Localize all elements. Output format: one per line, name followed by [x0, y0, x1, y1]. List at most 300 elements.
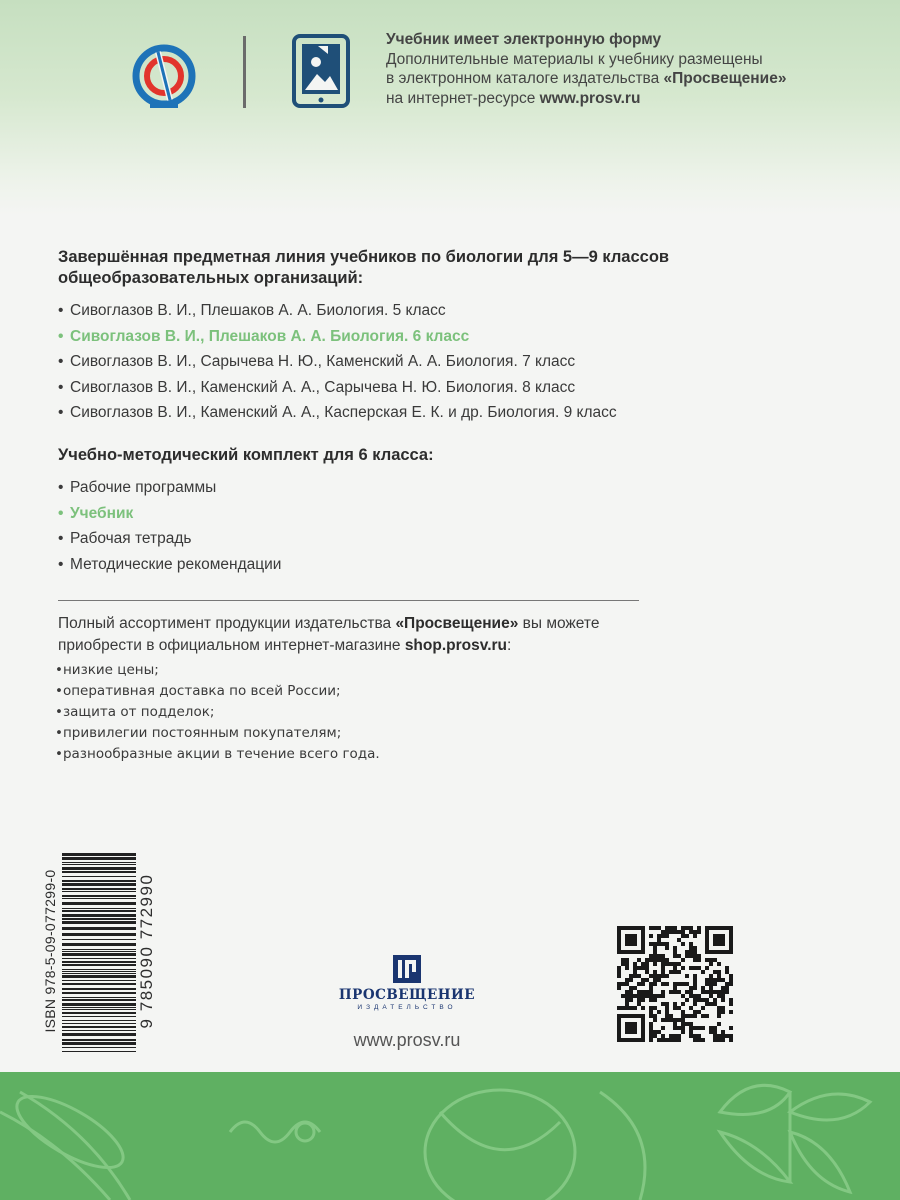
qr-module: [697, 994, 701, 998]
qr-module: [689, 942, 693, 946]
qr-module: [677, 1006, 681, 1010]
isbn-barcode: [40, 842, 160, 1060]
list-item: • Сивоглазов В. И., Каменский А. А., Касперская Е. К. и др. Биология. 9 класс: [58, 404, 617, 421]
barcode-bar: [62, 943, 136, 946]
qr-module: [705, 926, 709, 954]
qr-module: [633, 966, 637, 970]
qr-module: [681, 982, 685, 986]
qr-module: [689, 950, 693, 954]
qr-module: [669, 1018, 673, 1022]
qr-module: [669, 1038, 673, 1042]
qr-module: [701, 986, 705, 990]
qr-module: [617, 970, 621, 974]
qr-module: [689, 986, 693, 990]
qr-module: [685, 926, 689, 930]
qr-code-icon[interactable]: [617, 926, 733, 1042]
qr-module: [705, 990, 709, 994]
qr-module: [721, 994, 725, 998]
qr-module: [685, 982, 689, 986]
qr-module: [649, 998, 653, 1002]
qr-module: [709, 986, 713, 990]
qr-module: [661, 994, 665, 998]
qr-module: [717, 990, 721, 994]
qr-module: [673, 1034, 677, 1038]
qr-module: [713, 978, 717, 982]
qr-module: [717, 974, 721, 978]
qr-module: [673, 1026, 677, 1030]
qr-module: [653, 1006, 657, 1010]
qr-module: [673, 954, 677, 958]
qr-module: [689, 1014, 693, 1018]
qr-module: [669, 930, 673, 934]
barcode-bar: [62, 939, 136, 940]
qr-module: [705, 978, 709, 982]
qr-module: [617, 926, 621, 954]
qr-module: [705, 966, 709, 970]
shop-url-link[interactable]: shop.prosv.ru: [404, 637, 508, 654]
list-item: •разнообразные акции в течение всего года.: [55, 746, 380, 762]
barcode-bar: [62, 862, 136, 863]
qr-module: [665, 946, 669, 950]
barcode-bar: [62, 1026, 136, 1028]
qr-module: [653, 1014, 657, 1018]
qr-module: [649, 958, 653, 962]
qr-module: [709, 982, 713, 986]
qr-module: [637, 990, 641, 994]
qr-module: [693, 1002, 697, 1006]
qr-module: [709, 1030, 713, 1034]
qr-module: [633, 970, 637, 974]
qr-module: [621, 982, 625, 986]
barcode-bar: [62, 1051, 136, 1052]
qr-module: [649, 1010, 653, 1014]
qr-module: [701, 998, 705, 1002]
qr-module: [625, 966, 629, 970]
qr-module: [709, 974, 713, 978]
qr-module: [673, 966, 677, 970]
qr-module: [629, 974, 633, 978]
header-divider: [243, 36, 246, 108]
qr-module: [681, 958, 685, 962]
qr-module: [657, 926, 661, 930]
barcode-bar: [62, 914, 136, 917]
qr-module: [681, 926, 685, 930]
qr-module: [713, 934, 725, 946]
qr-module: [669, 962, 673, 966]
list-item: • Рабочая тетрадь: [58, 530, 192, 547]
qr-module: [661, 942, 665, 946]
qr-module: [649, 990, 653, 994]
qr-module: [721, 1010, 725, 1014]
subject-line-heading: Завершённая предметная линия учебников по биологии для 5—9 классов общеобразовательных организаций:: [58, 248, 670, 287]
qr-module: [677, 962, 681, 966]
qr-module: [725, 970, 729, 974]
qr-module: [689, 1006, 693, 1010]
qr-module: [705, 926, 733, 930]
qr-module: [629, 1006, 633, 1010]
qr-module: [721, 1030, 725, 1034]
qr-module: [641, 962, 645, 966]
qr-module: [701, 1014, 705, 1018]
qr-module: [697, 1026, 701, 1030]
barcode-bar: [62, 971, 136, 972]
barcode-bar: [62, 880, 136, 882]
bottom-decor-band: [0, 1072, 900, 1200]
barcode-bar: [62, 1023, 136, 1024]
qr-module: [617, 950, 645, 954]
qr-module: [633, 962, 637, 966]
qr-module: [697, 1038, 701, 1042]
qr-module: [709, 990, 713, 994]
qr-module: [621, 994, 625, 998]
qr-module: [685, 998, 689, 1002]
qr-module: [629, 998, 633, 1002]
prosv-url-link[interactable]: www.prosv.ru: [539, 89, 641, 107]
qr-module: [665, 934, 669, 938]
qr-module: [677, 1026, 681, 1030]
qr-module: [661, 1018, 665, 1022]
qr-module: [641, 994, 645, 998]
qr-module: [657, 938, 661, 942]
qr-module: [661, 1038, 665, 1042]
publisher-name: ПРОСВЕЩЕНИЕ: [338, 987, 476, 1003]
qr-module: [657, 994, 661, 998]
qr-module: [665, 1002, 669, 1006]
list-item: • Сивоглазов В. И., Сарычева Н. Ю., Каменский А. А. Биология. 7 класс: [58, 353, 576, 370]
qr-module: [677, 930, 681, 934]
qr-module: [713, 1030, 717, 1034]
qr-module: [709, 1002, 713, 1006]
publisher-url-link[interactable]: www.prosv.ru: [353, 1030, 461, 1050]
list-item-highlighted: • Учебник: [58, 504, 134, 522]
qr-module: [681, 1022, 685, 1026]
qr-module: [621, 1006, 625, 1010]
barcode-bar: [62, 891, 136, 892]
qr-module: [649, 926, 653, 930]
qr-module: [697, 1034, 701, 1038]
qr-module: [657, 958, 661, 962]
barcode-bar: [62, 910, 136, 912]
qr-module: [665, 1018, 669, 1022]
qr-module: [713, 958, 717, 962]
qr-module: [633, 986, 637, 990]
qr-module: [729, 1038, 733, 1042]
qr-module: [653, 974, 657, 978]
qr-module: [669, 1014, 673, 1018]
barcode-bar: [62, 927, 136, 930]
electronic-form-title: Учебник имеет электронную форму: [386, 31, 662, 48]
electronic-form-notice: [386, 30, 856, 108]
qr-module: [629, 978, 633, 982]
qr-module: [637, 1002, 641, 1006]
qr-module: [689, 930, 693, 934]
subject-line-list: [58, 298, 858, 426]
qr-module: [701, 970, 705, 974]
qr-module: [681, 942, 685, 946]
qr-module: [653, 994, 657, 998]
barcode-bar: [62, 1039, 136, 1041]
qr-module: [665, 1006, 669, 1010]
qr-module: [697, 954, 701, 958]
qr-module: [701, 990, 705, 994]
qr-module: [661, 1034, 665, 1038]
qr-module: [717, 978, 721, 982]
qr-module: [669, 970, 673, 974]
qr-module: [681, 1026, 685, 1030]
qr-module: [665, 974, 669, 978]
qr-module: [625, 998, 629, 1002]
qr-module: [653, 1018, 657, 1022]
qr-module: [665, 962, 669, 966]
qr-module: [689, 1030, 693, 1034]
barcode-bar: [62, 921, 136, 924]
qr-module: [625, 958, 629, 962]
qr-module: [625, 1002, 629, 1006]
qr-module: [709, 1026, 713, 1030]
qr-module: [665, 958, 669, 962]
electronic-form-line2: в электронном каталоге издательства «Просвещение»: [386, 70, 787, 87]
qr-module: [657, 974, 661, 978]
qr-module: [709, 978, 713, 982]
qr-module: [717, 1022, 721, 1026]
qr-module: [641, 926, 645, 954]
qr-module: [665, 942, 669, 946]
qr-module: [625, 962, 629, 966]
qr-module: [661, 934, 665, 938]
qr-module: [725, 986, 729, 990]
list-item: • Сивоглазов В. И., Плешаков А. А. Биология. 5 класс: [58, 302, 446, 319]
qr-module: [685, 1022, 689, 1026]
barcode-bar: [62, 853, 136, 856]
shop-line2: приобрести в официальном интернет-магазине shop.prosv.ru:: [58, 637, 512, 654]
qr-module: [709, 958, 713, 962]
qr-module: [649, 982, 653, 986]
qr-module: [617, 1006, 621, 1010]
qr-module: [693, 966, 697, 970]
qr-module: [661, 930, 665, 934]
qr-module: [617, 1014, 621, 1042]
barcode-bar: [62, 1030, 136, 1031]
qr-module: [673, 990, 677, 994]
isbn-text: ISBN 978-5-09-077299-0: [42, 869, 58, 1033]
qr-module: [673, 1018, 677, 1022]
qr-module: [653, 998, 657, 1002]
qr-module: [721, 998, 725, 1002]
qr-module: [689, 1026, 693, 1030]
qr-module: [681, 934, 685, 938]
qr-module: [693, 950, 697, 954]
qr-module: [673, 1022, 677, 1026]
list-item: •привилегии постоянным покупателям;: [55, 725, 342, 741]
qr-module: [665, 1014, 669, 1018]
qr-module: [637, 982, 641, 986]
qr-module: [693, 1034, 697, 1038]
qr-module: [705, 982, 709, 986]
barcode-bar: [62, 953, 136, 956]
barcode-bar: [62, 888, 136, 890]
list-item: •защита от подделок;: [55, 704, 215, 720]
qr-module: [717, 1014, 721, 1018]
qr-module: [625, 994, 629, 998]
qr-module: [729, 1010, 733, 1014]
barcode-bar: [62, 983, 136, 985]
qr-module: [721, 978, 725, 982]
qr-module: [673, 962, 677, 966]
qr-module: [729, 974, 733, 978]
qr-module: [701, 1026, 705, 1030]
qr-module: [649, 986, 653, 990]
barcode-bar: [62, 1042, 136, 1045]
barcode-bar: [62, 964, 136, 966]
qr-module: [673, 1006, 677, 1010]
electronic-edition-logo-icon: [128, 40, 200, 112]
qr-module: [721, 986, 725, 990]
qr-module: [649, 942, 653, 946]
qr-module: [685, 1014, 689, 1018]
qr-module: [701, 1038, 705, 1042]
qr-module: [685, 974, 689, 978]
qr-module: [657, 978, 661, 982]
qr-module: [657, 1010, 661, 1014]
qr-module: [697, 1010, 701, 1014]
barcode-bar: [62, 898, 136, 899]
qr-module: [713, 1038, 717, 1042]
qr-module: [681, 994, 685, 998]
qr-module: [677, 954, 681, 958]
barcode-bar: [62, 902, 136, 905]
qr-module: [693, 982, 697, 986]
qr-module: [717, 970, 721, 974]
qr-module: [685, 954, 689, 958]
qr-module: [653, 926, 657, 930]
qr-module: [621, 962, 625, 966]
electronic-form-line3: на интернет-ресурсе www.prosv.ru: [386, 89, 641, 107]
qr-module: [661, 974, 665, 978]
qr-module: [685, 934, 689, 938]
qr-module: [653, 962, 657, 966]
qr-module: [661, 958, 665, 962]
qr-module: [693, 954, 697, 958]
qr-module: [717, 1010, 721, 1014]
qr-module: [661, 954, 665, 958]
publisher-logo: [332, 955, 482, 1011]
barcode-bar: [62, 1033, 136, 1036]
qr-module: [717, 962, 721, 966]
qr-module: [625, 934, 637, 946]
qr-module: [689, 994, 693, 998]
qr-module: [645, 966, 649, 970]
qr-module: [697, 966, 701, 970]
qr-module: [697, 958, 701, 962]
qr-module: [649, 934, 653, 938]
qr-module: [641, 998, 645, 1002]
qr-module: [693, 994, 697, 998]
qr-module: [717, 1034, 721, 1038]
qr-module: [653, 982, 657, 986]
barcode-digits: 9 785090 772990: [137, 873, 156, 1029]
qr-module: [713, 990, 717, 994]
qr-module: [633, 974, 637, 978]
qr-module: [705, 958, 709, 962]
qr-module: [677, 970, 681, 974]
barcode-bar: [62, 961, 136, 963]
qr-module: [693, 1010, 697, 1014]
qr-module: [645, 958, 649, 962]
qr-module: [673, 946, 677, 950]
qr-module: [641, 966, 645, 970]
barcode-bar: [62, 908, 136, 909]
qr-module: [721, 1006, 725, 1010]
qr-module: [641, 990, 645, 994]
qr-module: [653, 946, 657, 950]
qr-module: [693, 958, 697, 962]
qr-module: [693, 978, 697, 982]
barcode-bar: [62, 980, 136, 981]
section-divider: [58, 600, 639, 601]
qr-module: [617, 1014, 645, 1018]
qr-module: [673, 986, 677, 990]
qr-module: [713, 982, 717, 986]
qr-module: [729, 1002, 733, 1006]
qr-module: [717, 994, 721, 998]
qr-module: [713, 970, 717, 974]
qr-module: [625, 978, 629, 982]
qr-module: [697, 930, 701, 934]
qr-module: [625, 982, 629, 986]
kit-heading: Учебно-методический комплект для 6 класса:: [58, 446, 434, 464]
qr-module: [681, 1030, 685, 1034]
qr-module: [657, 1038, 661, 1042]
list-item: •низкие цены;: [55, 662, 159, 678]
barcode-bar: [62, 883, 136, 886]
qr-module: [693, 974, 697, 978]
qr-module: [681, 1014, 685, 1018]
qr-module: [717, 1038, 721, 1042]
qr-module: [653, 954, 657, 958]
qr-module: [713, 1034, 717, 1038]
qr-module: [721, 1034, 725, 1038]
barcode-bar: [62, 997, 136, 998]
barcode-bar: [62, 958, 136, 959]
qr-module: [713, 1002, 717, 1006]
publisher-emblem-icon: [393, 955, 421, 983]
qr-module: [677, 1018, 681, 1022]
qr-module: [673, 1038, 677, 1042]
qr-module: [637, 998, 641, 1002]
barcode-bar: [62, 951, 136, 952]
qr-module: [681, 1010, 685, 1014]
qr-module: [721, 1038, 725, 1042]
qr-module: [645, 970, 649, 974]
kit-section: [58, 445, 858, 466]
qr-module: [709, 962, 713, 966]
qr-module: [681, 1002, 685, 1006]
qr-module: [653, 950, 657, 954]
qr-module: [653, 1034, 657, 1038]
qr-module: [649, 1026, 653, 1030]
list-item: • Рабочие программы: [58, 479, 217, 496]
qr-module: [641, 1006, 645, 1010]
qr-module: [649, 1022, 653, 1026]
qr-module: [721, 990, 725, 994]
qr-module: [645, 962, 649, 966]
shop-line1: Полный ассортимент продукции издательства «Просвещение» вы можете: [58, 615, 600, 632]
qr-module: [641, 1014, 645, 1042]
qr-module: [649, 1030, 653, 1034]
qr-module: [625, 1022, 637, 1034]
qr-module: [665, 982, 669, 986]
shop-notice: [58, 613, 658, 657]
